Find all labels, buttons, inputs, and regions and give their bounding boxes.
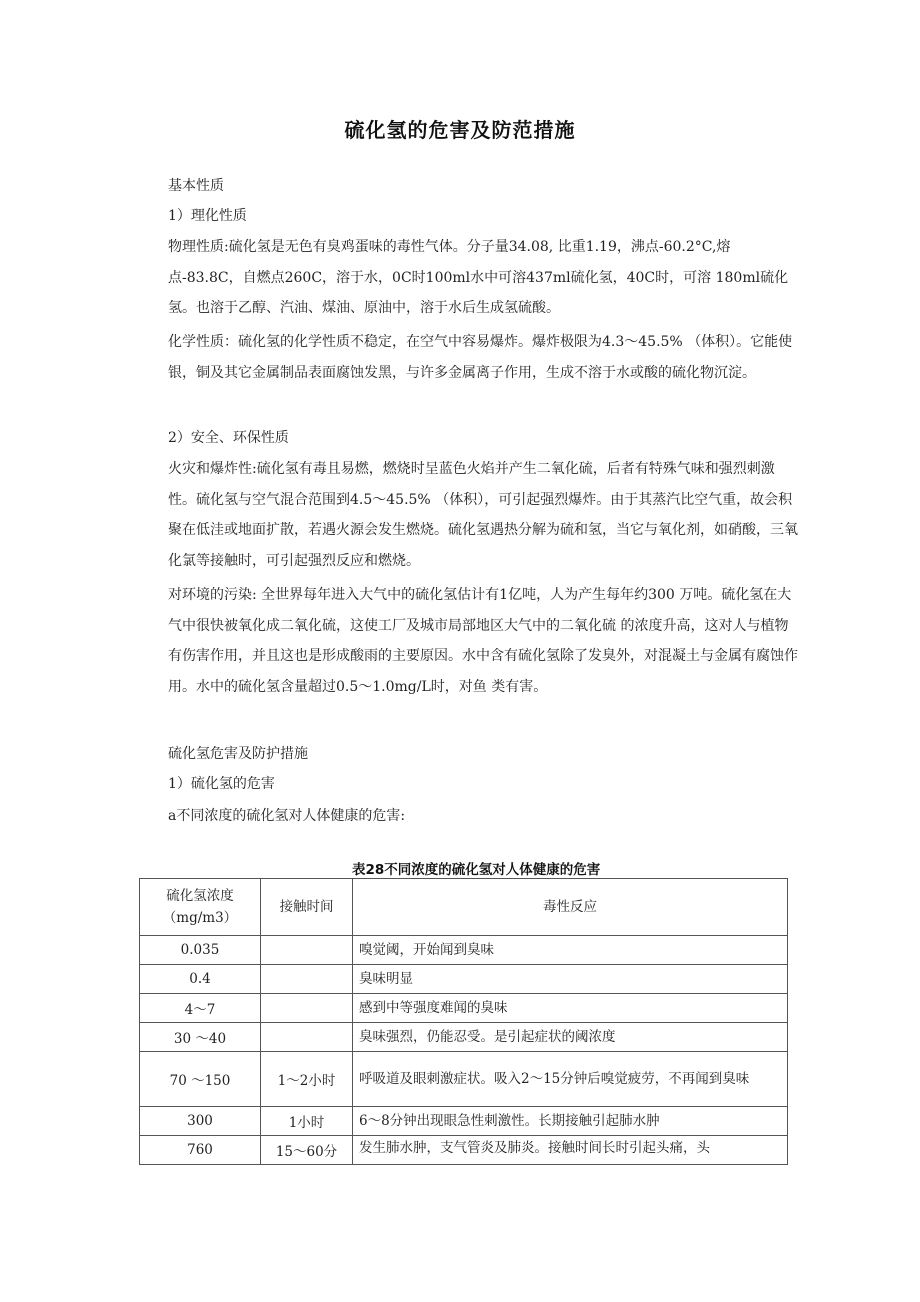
- cell-reaction: 呼吸道及眼刺激症状。吸入2～15分钟后嗅觉疲劳，不再闻到臭味: [353, 1052, 788, 1107]
- cell-time: [261, 1023, 353, 1052]
- paragraph-physical-properties: [168, 232, 798, 324]
- cell-concentration: 760: [140, 1136, 261, 1165]
- section-heading-basic: 基本性质: [168, 178, 224, 194]
- cell-concentration: 4～7: [140, 994, 261, 1023]
- table-row: [140, 1052, 788, 1107]
- cell-time: [261, 965, 353, 994]
- subheading-physicochemical: 1）理化性质: [168, 208, 247, 224]
- table-row: [140, 1107, 788, 1136]
- subheading-hazards: 1）硫化氢的危害: [168, 776, 275, 792]
- cell-concentration: 300: [140, 1107, 261, 1136]
- env-text: 对环境的污染: 全世界每年进入大气中的硫化氢估计有1亿吨，人为产生每年约300 万吨。硫化氢在大气中很快被氧化成二氧化硫，这使工厂及城市局部地区大气中的二氧化硫 的浓度升高，这对人与植物有伤害作用，并且这也是形成酸雨的主要原因。水中含有硫化氢除了发臭外，对混凝土与金属有腐蚀作用。水中的硫化氢含量超过0.5～1.0mg/L时，对鱼 类有害。: [168, 587, 798, 695]
- cell-concentration: 0.4: [140, 965, 261, 994]
- header-toxic-reaction: 毒性反应: [353, 879, 788, 936]
- hazard-table: [139, 878, 788, 1165]
- cell-time: 1～2小时: [261, 1052, 353, 1107]
- document-title: 硫化氢的危害及防范措施: [344, 118, 576, 142]
- cell-concentration: 30 ～40: [140, 1023, 261, 1052]
- cell-concentration: 70 ～150: [140, 1052, 261, 1107]
- physical-text: 物理性质:硫化氢是无色有臭鸡蛋味的毒性气体。分子量34.08, 比重1.19，沸点-60.2°C,熔点-83.8C，自燃点260C，溶于水，0C时100ml水中可溶437ml硫化氢，40C时，可溶 180ml硫化氢。也溶于乙醇、汽油、煤油、原油中，溶于水后生成氢硫酸。: [168, 239, 789, 316]
- header-concentration: 硫化氢浓度 （mg/m3）: [140, 879, 261, 936]
- cell-concentration: 0.035: [140, 936, 261, 965]
- fire-text: 火灾和爆炸性:硫化氢有毒且易燃，燃烧时呈蓝色火焰并产生二氧化硫，后者有特殊气味和强烈刺激性。硫化氢与空气混合范围到4.5～45.5% （体积），可引起强烈爆炸。由于其蒸汽比空气重，故会积聚在低洼或地面扩散，若遇火源会发生燃烧。硫化氢遇热分解为硫和氢，当它与氧化剂，如硝酸，三氧化氯等接触时，可引起强烈反应和燃烧。: [168, 461, 798, 569]
- subheading-safety: 2）安全、环保性质: [168, 430, 289, 446]
- cell-reaction: 嗅觉阈，开始闻到臭味: [353, 936, 788, 965]
- table-row: [140, 936, 788, 965]
- cell-reaction: 感到中等强度难闻的臭味: [353, 994, 788, 1023]
- cell-time: 1小时: [261, 1107, 353, 1136]
- cell-reaction-text: 发生肺水肿，支气管炎及肺炎。接触时间长时引起头痛，头: [359, 1140, 710, 1156]
- table-row: [140, 994, 788, 1023]
- cell-time: [261, 936, 353, 965]
- cell-reaction: [353, 1136, 788, 1165]
- paragraph-environment: [168, 580, 798, 702]
- cell-time: [261, 994, 353, 1023]
- table-row: [140, 1136, 788, 1165]
- subheading-concentration: a不同浓度的硫化氢对人体健康的危害:: [168, 808, 406, 824]
- table-header-row: [140, 879, 788, 936]
- table-caption: 表28不同浓度的硫化氢对人体健康的危害: [352, 862, 601, 878]
- table-row: [140, 965, 788, 994]
- cell-reaction: 6～8分钟出现眼急性刺激性。长期接触引起肺水肿: [353, 1107, 788, 1136]
- paragraph-chemical-properties: [168, 327, 798, 388]
- cell-time: 15～60分: [261, 1136, 353, 1165]
- table-row: [140, 1023, 788, 1052]
- cell-reaction: 臭味明显: [353, 965, 788, 994]
- chemical-text: 化学性质：硫化氢的化学性质不稳定，在空气中容易爆炸。爆炸极限为4.3～45.5% （体积）。它能使银，铜及其它金属制品表面腐蚀发黑，与许多金属离子作用，生成不溶于水或酸的硫化物沉淀。: [168, 334, 793, 381]
- cell-reaction: 臭味强烈，仍能忍受。是引起症状的阈浓度: [353, 1023, 788, 1052]
- section-heading-hazards: 硫化氢危害及防护措施: [168, 746, 308, 762]
- header-exposure-time: 接触时间: [261, 879, 353, 936]
- paragraph-fire-explosion: [168, 454, 798, 576]
